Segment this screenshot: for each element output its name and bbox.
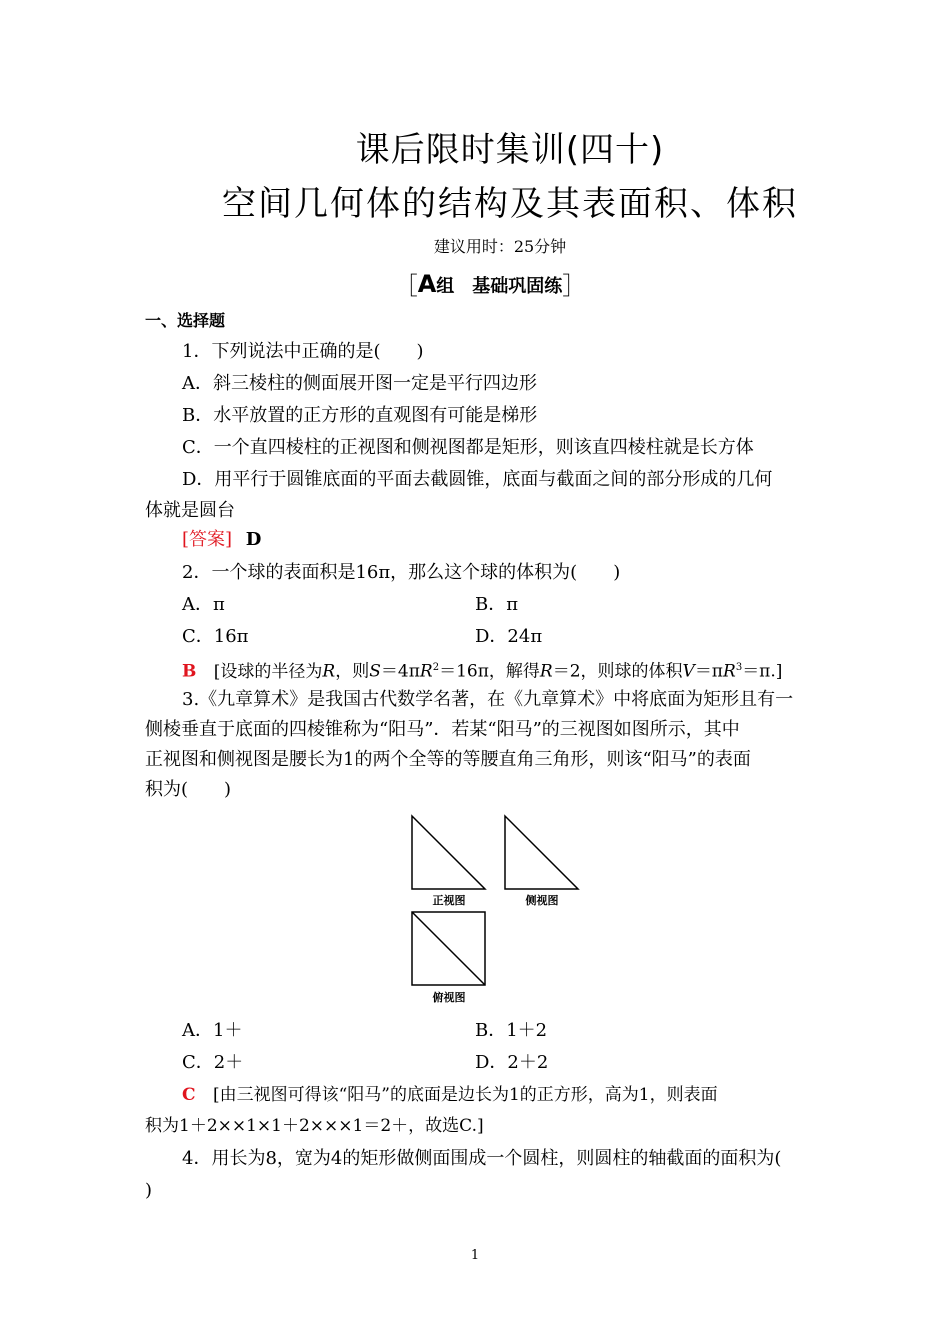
q4-line1: 4．用长为8，宽为4的矩形做侧面围成一个圆柱，则圆柱的轴截面的面积为( bbox=[182, 1148, 782, 1169]
sup-3: 3 bbox=[735, 662, 743, 673]
q2-sol-b: ，则 bbox=[335, 661, 370, 682]
q2-sol-f: ＝π bbox=[694, 661, 723, 682]
side-view-label: 侧视图 bbox=[525, 894, 559, 907]
front-view-label: 正视图 bbox=[432, 894, 466, 907]
q3-solution-line2: 积为1＋2××1×1＋2×××1＝2＋，故选C.] bbox=[145, 1116, 484, 1136]
var-r: R bbox=[322, 661, 336, 682]
group-name: 基础巩固练 bbox=[472, 276, 563, 297]
var-v: V bbox=[682, 661, 695, 682]
q2-option-a: A．π bbox=[182, 594, 225, 615]
q2-sol-d: ＝16π，解得 bbox=[439, 661, 540, 682]
front-view bbox=[412, 816, 485, 889]
q2-options-row2 bbox=[182, 626, 847, 648]
answer-label: [答案] bbox=[182, 529, 233, 550]
q1-stem: 1．下列说法中正确的是( ) bbox=[182, 341, 424, 362]
page-number: 1 bbox=[470, 1248, 480, 1263]
q3-key: C bbox=[182, 1085, 196, 1105]
var-r: R bbox=[419, 661, 433, 682]
sup-2: 2 bbox=[432, 662, 440, 673]
q3-solution-line1 bbox=[182, 1084, 847, 1106]
var-r: R bbox=[723, 661, 736, 682]
bracket-left: ［ bbox=[393, 272, 418, 300]
group-letter: A bbox=[417, 270, 437, 298]
q2-sol-e: ＝2，则球的体积 bbox=[552, 661, 683, 682]
q3-line3: 正视图和侧视图是腰长为1的两个全等的等腰直角三角形，则该“阳马”的表面 bbox=[145, 749, 751, 770]
q2-option-d: D．24π bbox=[475, 626, 543, 647]
q2-sol-a: [设球的半径为 bbox=[213, 661, 323, 682]
q3-options-row2 bbox=[182, 1052, 847, 1074]
q2-solution bbox=[182, 657, 847, 683]
q2-sol-g: ＝π.] bbox=[742, 661, 783, 682]
q2-option-b: B．π bbox=[475, 594, 519, 615]
q2-sol-c: ＝4π bbox=[380, 661, 420, 682]
q2-options-row1 bbox=[182, 594, 847, 616]
page-subtitle: 空间几何体的结构及其表面积、体积 bbox=[222, 184, 798, 224]
q1-option-d-line2: 体就是圆台 bbox=[145, 500, 235, 521]
q3-option-b: B．1＋2 bbox=[475, 1020, 548, 1041]
q4-line2: ) bbox=[145, 1180, 153, 1201]
q3-options-row1 bbox=[182, 1020, 847, 1042]
q3-option-a: A．1＋ bbox=[182, 1020, 243, 1041]
q3-line1: 3.《九章算术》是我国古代数学名著，在《九章算术》中将底面为矩形且有一 bbox=[182, 689, 794, 710]
q1-answer bbox=[182, 529, 847, 551]
q2-option-c: C．16π bbox=[182, 626, 249, 647]
var-s: S bbox=[369, 661, 381, 682]
top-view bbox=[412, 912, 485, 985]
q1-option-c: C．一个直四棱柱的正视图和侧视图都是矩形，则该直四棱柱就是长方体 bbox=[182, 437, 754, 458]
side-view bbox=[505, 816, 578, 889]
group-word: 组 bbox=[436, 276, 455, 297]
q2-stem: 2．一个球的表面积是16π，那么这个球的体积为( ) bbox=[182, 562, 621, 583]
q1-option-a: A．斜三棱柱的侧面展开图一定是平行四边形 bbox=[182, 373, 537, 394]
bracket-right: ］ bbox=[562, 272, 587, 300]
q3-line2: 侧棱垂直于底面的四棱锥称为“阳马”．若某“阳马”的三视图如图所示，其中 bbox=[145, 719, 740, 740]
q1-option-d-line1: D．用平行于圆锥底面的平面去截圆锥，底面与截面之间的部分形成的几何 bbox=[182, 469, 773, 490]
top-view-label: 俯视图 bbox=[432, 991, 466, 1004]
q3-line4: 积为( ) bbox=[145, 779, 232, 800]
page-title: 课后限时集训(四十) bbox=[355, 130, 665, 170]
q3-option-d: D．2＋2 bbox=[475, 1052, 549, 1073]
q1-option-b: B．水平放置的正方形的直观图有可能是梯形 bbox=[182, 405, 538, 426]
q2-key: B bbox=[182, 661, 197, 682]
q3-option-c: C．2＋ bbox=[182, 1052, 244, 1073]
group-heading bbox=[0, 266, 950, 301]
time-hint: 建议用时：25分钟 bbox=[433, 237, 567, 256]
section-heading: 一、选择题 bbox=[145, 311, 226, 330]
answer-value: D bbox=[245, 529, 262, 550]
three-view-figure bbox=[405, 812, 605, 1012]
var-r: R bbox=[539, 661, 553, 682]
q3-sol1: [由三视图可得该“阳马”的底面是边长为1的正方形，高为1，则表面 bbox=[212, 1085, 718, 1105]
